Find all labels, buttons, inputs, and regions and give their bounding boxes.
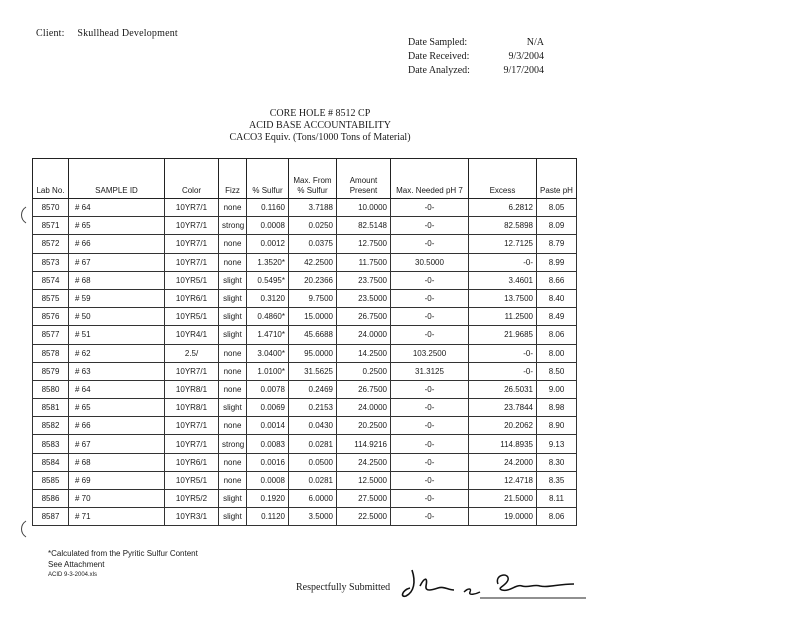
cell-max-from-sulfur: 42.2500 (289, 253, 337, 271)
cell-color: 2.5/ (165, 344, 219, 362)
cell-pct-sulfur: 1.3520* (247, 253, 289, 271)
cell-max-from-sulfur: 0.0281 (289, 471, 337, 489)
table-row (33, 399, 577, 417)
cell-excess: 114.8935 (469, 435, 537, 453)
cell-max-needed: 30.5000 (391, 253, 469, 271)
cell-fizz: strong (219, 435, 247, 453)
cell-paste-ph: 8.66 (537, 271, 577, 289)
cell-max-needed: -0- (391, 380, 469, 398)
binding-mark-icon (18, 520, 28, 538)
cell-lab-no: 8579 (33, 362, 69, 380)
handwritten-signature (398, 562, 588, 602)
date-received-label: Date Received: (408, 51, 470, 62)
cell-max-from-sulfur: 0.0430 (289, 417, 337, 435)
cell-sample-id: # 64 (69, 199, 165, 217)
cell-max-needed: -0- (391, 326, 469, 344)
cell-fizz: none (219, 199, 247, 217)
cell-amount-present: 20.2500 (337, 417, 391, 435)
cell-excess: 13.7500 (469, 289, 537, 307)
footnote-attachment: See Attachment (48, 560, 105, 569)
cell-max-needed: -0- (391, 199, 469, 217)
table-row (33, 217, 577, 235)
cell-sample-id: # 68 (69, 453, 165, 471)
report-title-core-hole: CORE HOLE # 8512 CP (269, 108, 371, 119)
col-header-max-from-sulfur: Max. From % Sulfur (289, 159, 337, 199)
cell-fizz: none (219, 380, 247, 398)
cell-pct-sulfur: 0.3120 (247, 289, 289, 307)
cell-lab-no: 8572 (33, 235, 69, 253)
cell-amount-present: 26.7500 (337, 380, 391, 398)
table-row (33, 435, 577, 453)
client-line (36, 28, 178, 39)
cell-fizz: slight (219, 399, 247, 417)
cell-pct-sulfur: 0.0014 (247, 417, 289, 435)
cell-color: 10YR7/1 (165, 235, 219, 253)
table-row (33, 253, 577, 271)
cell-fizz: none (219, 253, 247, 271)
date-sampled-row (408, 36, 544, 50)
date-received-row (408, 50, 544, 64)
table-row (33, 362, 577, 380)
col-header-max-needed: Max. Needed pH 7 (391, 159, 469, 199)
cell-paste-ph: 8.90 (537, 417, 577, 435)
col-header-pct-sulfur: % Sulfur (247, 159, 289, 199)
cell-amount-present: 24.0000 (337, 326, 391, 344)
table-row (33, 344, 577, 362)
cell-fizz: none (219, 417, 247, 435)
cell-excess: 24.2000 (469, 453, 537, 471)
cell-amount-present: 0.2500 (337, 362, 391, 380)
cell-paste-ph: 8.30 (537, 453, 577, 471)
cell-sample-id: # 67 (69, 435, 165, 453)
cell-max-needed: -0- (391, 399, 469, 417)
cell-color: 10YR7/1 (165, 217, 219, 235)
cell-max-from-sulfur: 0.0500 (289, 453, 337, 471)
cell-paste-ph: 9.00 (537, 380, 577, 398)
cell-pct-sulfur: 0.0016 (247, 453, 289, 471)
table-row (33, 417, 577, 435)
cell-color: 10YR6/1 (165, 453, 219, 471)
client-label: Client: (36, 28, 65, 39)
col-header-color: Color (165, 159, 219, 199)
client-value: Skullhead Development (77, 28, 178, 39)
cell-sample-id: # 67 (69, 253, 165, 271)
cell-amount-present: 10.0000 (337, 199, 391, 217)
cell-sample-id: # 50 (69, 308, 165, 326)
cell-pct-sulfur: 0.0008 (247, 217, 289, 235)
cell-pct-sulfur: 0.0078 (247, 380, 289, 398)
cell-fizz: slight (219, 326, 247, 344)
cell-sample-id: # 62 (69, 344, 165, 362)
cell-sample-id: # 66 (69, 235, 165, 253)
date-sampled-value: N/A (526, 37, 544, 48)
cell-color: 10YR4/1 (165, 326, 219, 344)
cell-amount-present: 24.0000 (337, 399, 391, 417)
cell-excess: 11.2500 (469, 308, 537, 326)
cell-pct-sulfur: 1.4710* (247, 326, 289, 344)
table-row (33, 453, 577, 471)
cell-pct-sulfur: 0.1120 (247, 508, 289, 526)
cell-max-from-sulfur: 0.0375 (289, 235, 337, 253)
cell-max-needed: -0- (391, 308, 469, 326)
cell-fizz: none (219, 235, 247, 253)
cell-fizz: none (219, 362, 247, 380)
cell-excess: 21.5000 (469, 490, 537, 508)
col-header-fizz: Fizz (219, 159, 247, 199)
binding-mark-icon (18, 206, 28, 224)
cell-color: 10YR7/1 (165, 253, 219, 271)
cell-max-from-sulfur: 0.0250 (289, 217, 337, 235)
table-row (33, 471, 577, 489)
cell-paste-ph: 8.06 (537, 326, 577, 344)
respectfully-submitted-label: Respectfully Submitted (296, 582, 391, 593)
cell-fizz: slight (219, 308, 247, 326)
table-row (33, 271, 577, 289)
cell-max-from-sulfur: 9.7500 (289, 289, 337, 307)
cell-amount-present: 12.7500 (337, 235, 391, 253)
cell-max-needed: -0- (391, 435, 469, 453)
cell-max-from-sulfur: 0.0281 (289, 435, 337, 453)
cell-pct-sulfur: 0.1160 (247, 199, 289, 217)
cell-paste-ph: 8.35 (537, 471, 577, 489)
cell-max-needed: -0- (391, 490, 469, 508)
cell-fizz: slight (219, 508, 247, 526)
cell-fizz: none (219, 344, 247, 362)
cell-fizz: slight (219, 490, 247, 508)
cell-max-from-sulfur: 20.2366 (289, 271, 337, 289)
cell-paste-ph: 8.49 (537, 308, 577, 326)
cell-amount-present: 27.5000 (337, 490, 391, 508)
cell-pct-sulfur: 0.4860* (247, 308, 289, 326)
cell-excess: -0- (469, 344, 537, 362)
cell-pct-sulfur: 0.0008 (247, 471, 289, 489)
date-analyzed-row (408, 64, 544, 78)
cell-pct-sulfur: 0.0012 (247, 235, 289, 253)
cell-max-from-sulfur: 31.5625 (289, 362, 337, 380)
cell-pct-sulfur: 0.1920 (247, 490, 289, 508)
cell-sample-id: # 63 (69, 362, 165, 380)
date-received-value: 9/3/2004 (508, 51, 544, 62)
cell-lab-no: 8586 (33, 490, 69, 508)
col-header-amount-present: Amount Present (337, 159, 391, 199)
cell-max-needed: -0- (391, 471, 469, 489)
cell-max-needed: -0- (391, 271, 469, 289)
cell-max-from-sulfur: 0.2153 (289, 399, 337, 417)
cell-sample-id: # 64 (69, 380, 165, 398)
cell-lab-no: 8578 (33, 344, 69, 362)
cell-lab-no: 8583 (33, 435, 69, 453)
table-row (33, 199, 577, 217)
report-title-units: CACO3 Equiv. (Tons/1000 Tons of Material) (229, 132, 411, 143)
footer-notes (48, 548, 198, 581)
cell-paste-ph: 8.11 (537, 490, 577, 508)
cell-fizz: strong (219, 217, 247, 235)
cell-lab-no: 8582 (33, 417, 69, 435)
cell-sample-id: # 70 (69, 490, 165, 508)
report-title-abs: ACID BASE ACCOUNTABILITY (249, 120, 391, 131)
col-header-lab-no: Lab No. (33, 159, 69, 199)
cell-amount-present: 114.9216 (337, 435, 391, 453)
col-header-sample-id: SAMPLE ID (69, 159, 165, 199)
cell-amount-present: 23.7500 (337, 271, 391, 289)
cell-max-needed: 31.3125 (391, 362, 469, 380)
acid-base-table (32, 158, 577, 526)
col-header-excess: Excess (469, 159, 537, 199)
cell-excess: 26.5031 (469, 380, 537, 398)
footnote-calculated: *Calculated from the Pyritic Sulfur Content (48, 549, 198, 558)
cell-color: 10YR7/1 (165, 435, 219, 453)
cell-paste-ph: 8.00 (537, 344, 577, 362)
cell-paste-ph: 8.40 (537, 289, 577, 307)
cell-sample-id: # 71 (69, 508, 165, 526)
cell-excess: 82.5898 (469, 217, 537, 235)
cell-color: 10YR8/1 (165, 380, 219, 398)
cell-paste-ph: 8.98 (537, 399, 577, 417)
cell-excess: -0- (469, 362, 537, 380)
cell-fizz: none (219, 453, 247, 471)
cell-lab-no: 8584 (33, 453, 69, 471)
table-row (33, 326, 577, 344)
cell-color: 10YR5/2 (165, 490, 219, 508)
table-row (33, 490, 577, 508)
cell-paste-ph: 8.05 (537, 199, 577, 217)
cell-sample-id: # 59 (69, 289, 165, 307)
cell-sample-id: # 69 (69, 471, 165, 489)
report-title-block (190, 108, 450, 144)
cell-color: 10YR7/1 (165, 362, 219, 380)
cell-fizz: none (219, 471, 247, 489)
table-header-row (33, 159, 577, 199)
cell-pct-sulfur: 0.0083 (247, 435, 289, 453)
cell-max-needed: -0- (391, 417, 469, 435)
cell-paste-ph: 8.50 (537, 362, 577, 380)
table-row (33, 380, 577, 398)
table-row (33, 235, 577, 253)
cell-max-needed: -0- (391, 235, 469, 253)
cell-max-from-sulfur: 3.7188 (289, 199, 337, 217)
cell-excess: 12.4718 (469, 471, 537, 489)
cell-max-from-sulfur: 45.6688 (289, 326, 337, 344)
cell-max-needed: -0- (391, 217, 469, 235)
cell-lab-no: 8573 (33, 253, 69, 271)
cell-paste-ph: 8.09 (537, 217, 577, 235)
cell-lab-no: 8576 (33, 308, 69, 326)
cell-color: 10YR5/1 (165, 471, 219, 489)
cell-excess: 3.4601 (469, 271, 537, 289)
cell-excess: 23.7844 (469, 399, 537, 417)
cell-lab-no: 8571 (33, 217, 69, 235)
cell-max-needed: -0- (391, 289, 469, 307)
cell-amount-present: 11.7500 (337, 253, 391, 271)
cell-amount-present: 82.5148 (337, 217, 391, 235)
cell-lab-no: 8580 (33, 380, 69, 398)
cell-lab-no: 8575 (33, 289, 69, 307)
cell-color: 10YR3/1 (165, 508, 219, 526)
cell-color: 10YR5/1 (165, 308, 219, 326)
cell-excess: 21.9685 (469, 326, 537, 344)
cell-max-needed: -0- (391, 453, 469, 471)
cell-sample-id: # 68 (69, 271, 165, 289)
date-sampled-label: Date Sampled: (408, 37, 468, 48)
cell-lab-no: 8587 (33, 508, 69, 526)
cell-excess: 20.2062 (469, 417, 537, 435)
cell-max-from-sulfur: 0.2469 (289, 380, 337, 398)
cell-pct-sulfur: 1.0100* (247, 362, 289, 380)
table-body (33, 199, 577, 526)
file-code: ACID 9-3-2004.xls (48, 572, 98, 578)
cell-max-needed: 103.2500 (391, 344, 469, 362)
cell-lab-no: 8577 (33, 326, 69, 344)
table-row (33, 508, 577, 526)
cell-max-needed: -0- (391, 508, 469, 526)
cell-fizz: slight (219, 289, 247, 307)
cell-sample-id: # 65 (69, 217, 165, 235)
cell-excess: -0- (469, 253, 537, 271)
cell-color: 10YR6/1 (165, 289, 219, 307)
table-row (33, 289, 577, 307)
date-analyzed-label: Date Analyzed: (408, 65, 470, 76)
cell-max-from-sulfur: 3.5000 (289, 508, 337, 526)
cell-max-from-sulfur: 95.0000 (289, 344, 337, 362)
cell-amount-present: 12.5000 (337, 471, 391, 489)
cell-sample-id: # 51 (69, 326, 165, 344)
cell-pct-sulfur: 0.0069 (247, 399, 289, 417)
cell-fizz: slight (219, 271, 247, 289)
table-row (33, 308, 577, 326)
cell-excess: 12.7125 (469, 235, 537, 253)
cell-paste-ph: 8.99 (537, 253, 577, 271)
cell-color: 10YR7/1 (165, 417, 219, 435)
cell-lab-no: 8570 (33, 199, 69, 217)
date-analyzed-value: 9/17/2004 (503, 65, 544, 76)
cell-color: 10YR8/1 (165, 399, 219, 417)
cell-sample-id: # 66 (69, 417, 165, 435)
cell-max-from-sulfur: 6.0000 (289, 490, 337, 508)
cell-pct-sulfur: 3.0400* (247, 344, 289, 362)
cell-pct-sulfur: 0.5495* (247, 271, 289, 289)
cell-max-from-sulfur: 15.0000 (289, 308, 337, 326)
cell-paste-ph: 8.06 (537, 508, 577, 526)
cell-excess: 19.0000 (469, 508, 537, 526)
cell-amount-present: 14.2500 (337, 344, 391, 362)
cell-amount-present: 22.5000 (337, 508, 391, 526)
cell-lab-no: 8585 (33, 471, 69, 489)
cell-excess: 6.2812 (469, 199, 537, 217)
cell-lab-no: 8581 (33, 399, 69, 417)
col-header-paste-ph: Paste pH (537, 159, 577, 199)
cell-color: 10YR7/1 (165, 199, 219, 217)
cell-color: 10YR5/1 (165, 271, 219, 289)
cell-amount-present: 24.2500 (337, 453, 391, 471)
dates-block (408, 36, 544, 78)
cell-paste-ph: 8.79 (537, 235, 577, 253)
cell-lab-no: 8574 (33, 271, 69, 289)
cell-amount-present: 23.5000 (337, 289, 391, 307)
cell-paste-ph: 9.13 (537, 435, 577, 453)
cell-amount-present: 26.7500 (337, 308, 391, 326)
cell-sample-id: # 65 (69, 399, 165, 417)
